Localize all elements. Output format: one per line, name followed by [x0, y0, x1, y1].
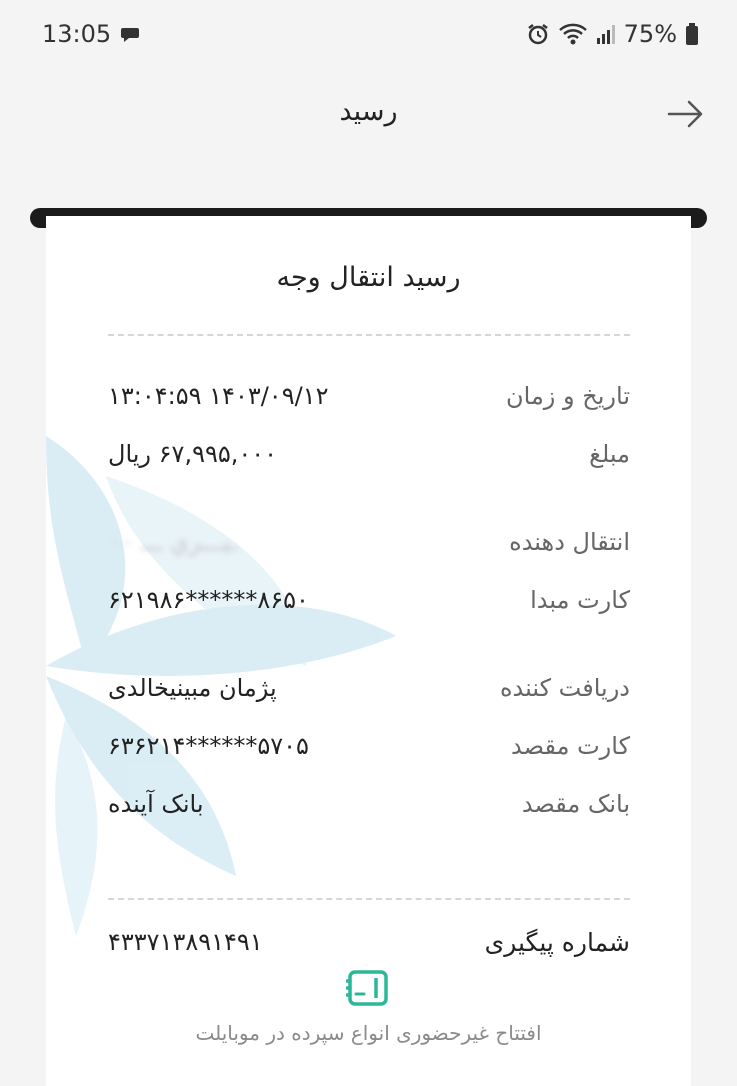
row-label: کارت مقصد	[511, 732, 630, 760]
tracking-label: شماره پیگیری	[484, 928, 630, 957]
row-value: بانک آینده	[108, 790, 204, 818]
wallet-icon[interactable]	[346, 968, 390, 1008]
row-value: ۶۷,۹۹۵,۰۰۰ ریال	[108, 440, 278, 468]
row-value: ۶۳۶۲۱۴******۵۷۰۵	[108, 732, 309, 760]
row-value: ۱۴۰۳/۰۹/۱۲ ۱۳:۰۴:۵۹	[108, 382, 329, 410]
battery-icon	[685, 22, 699, 46]
divider	[108, 898, 630, 900]
divider	[108, 334, 630, 336]
row-receiver	[108, 674, 630, 714]
tracking-number: ۴۳۳۷۱۳۸۹۱۴۹۱	[108, 928, 263, 956]
row-label: بانک مقصد	[521, 790, 630, 818]
row-value: ۶۲۱۹۸۶******۸۶۵۰	[108, 586, 309, 614]
wifi-icon	[558, 22, 588, 46]
status-bar	[0, 0, 737, 70]
row-label: دریافت کننده	[499, 674, 630, 702]
chat-icon	[120, 27, 140, 43]
receipt-title: رسید انتقال وجه	[276, 262, 461, 293]
status-icons	[526, 20, 699, 48]
battery-text: 75%	[623, 20, 677, 48]
row-sender	[108, 528, 630, 568]
status-time: 13:05	[42, 20, 112, 48]
row-destination-card	[108, 732, 630, 772]
row-label: تاریخ و زمان	[506, 382, 630, 410]
row-tracking	[108, 928, 630, 968]
row-label: کارت مبدا	[530, 586, 630, 614]
row-value: ـيـــري ـــ ۰۰	[108, 528, 238, 556]
row-label: انتقال دهنده	[509, 528, 630, 556]
app-header	[0, 70, 737, 160]
row-datetime	[108, 382, 630, 422]
promo-link[interactable]: افتتاح غیرحضوری انواع سپرده در موبایلت	[195, 1021, 542, 1045]
row-destination-bank	[108, 790, 630, 830]
alarm-icon	[526, 22, 550, 46]
row-source-card	[108, 586, 630, 626]
page-title: رسید	[339, 96, 398, 127]
row-label: مبلغ	[589, 440, 630, 468]
signal-icon	[596, 23, 616, 45]
row-value: پژمان مبینیخالدی	[108, 674, 277, 702]
receipt-card	[46, 216, 691, 1086]
arrow-right-icon[interactable]	[663, 92, 707, 136]
watermark-logo	[46, 336, 446, 936]
row-amount	[108, 440, 630, 480]
